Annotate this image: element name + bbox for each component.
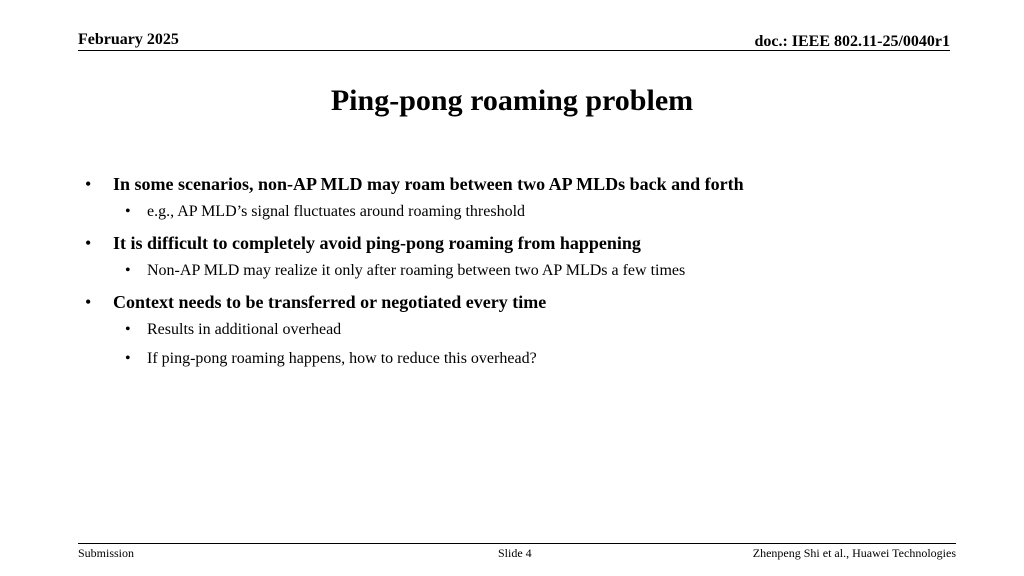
header-divider	[78, 50, 950, 51]
bullet-icon: •	[125, 321, 131, 338]
bullet-item	[83, 230, 963, 256]
sub-bullet-text: Non-AP MLD may realize it only after roaming between two AP MLDs a few times	[147, 262, 686, 279]
sub-bullet-item	[83, 201, 963, 223]
bullet-icon: •	[85, 292, 92, 312]
header-date: February 2025	[78, 31, 179, 48]
bullet-list	[83, 171, 963, 377]
sub-bullet-item	[83, 260, 963, 282]
footer-slide-number: Slide 4	[498, 546, 532, 560]
bullet-text: In some scenarios, non-AP MLD may roam between two AP MLDs back and forth	[113, 174, 744, 194]
bullet-item	[83, 289, 963, 315]
sub-bullet-item	[83, 319, 963, 341]
bullet-text: It is difficult to completely avoid ping-pong roaming from happening	[113, 233, 641, 253]
bullet-item	[83, 171, 963, 197]
bullet-icon: •	[125, 203, 131, 220]
footer-authors: Zhenpeng Shi et al., Huawei Technologies	[752, 546, 956, 560]
bullet-icon: •	[125, 262, 131, 279]
sub-bullet-text: Results in additional overhead	[147, 321, 342, 338]
bullet-text: Context needs to be transferred or negotiated every time	[113, 292, 547, 312]
footer-divider	[78, 543, 956, 544]
bullet-icon: •	[125, 350, 131, 367]
sub-bullet-item	[83, 348, 963, 370]
footer-submission: Submission	[78, 546, 135, 560]
bullet-icon: •	[85, 233, 92, 253]
slide-title: Ping-pong roaming problem	[330, 84, 694, 117]
sub-bullet-text: If ping-pong roaming happens, how to reduce this overhead?	[147, 350, 537, 367]
header-doc-id: doc.: IEEE 802.11-25/0040r1	[754, 33, 950, 50]
bullet-icon: •	[85, 174, 92, 194]
sub-bullet-text: e.g., AP MLD’s signal fluctuates around roaming threshold	[147, 203, 526, 220]
